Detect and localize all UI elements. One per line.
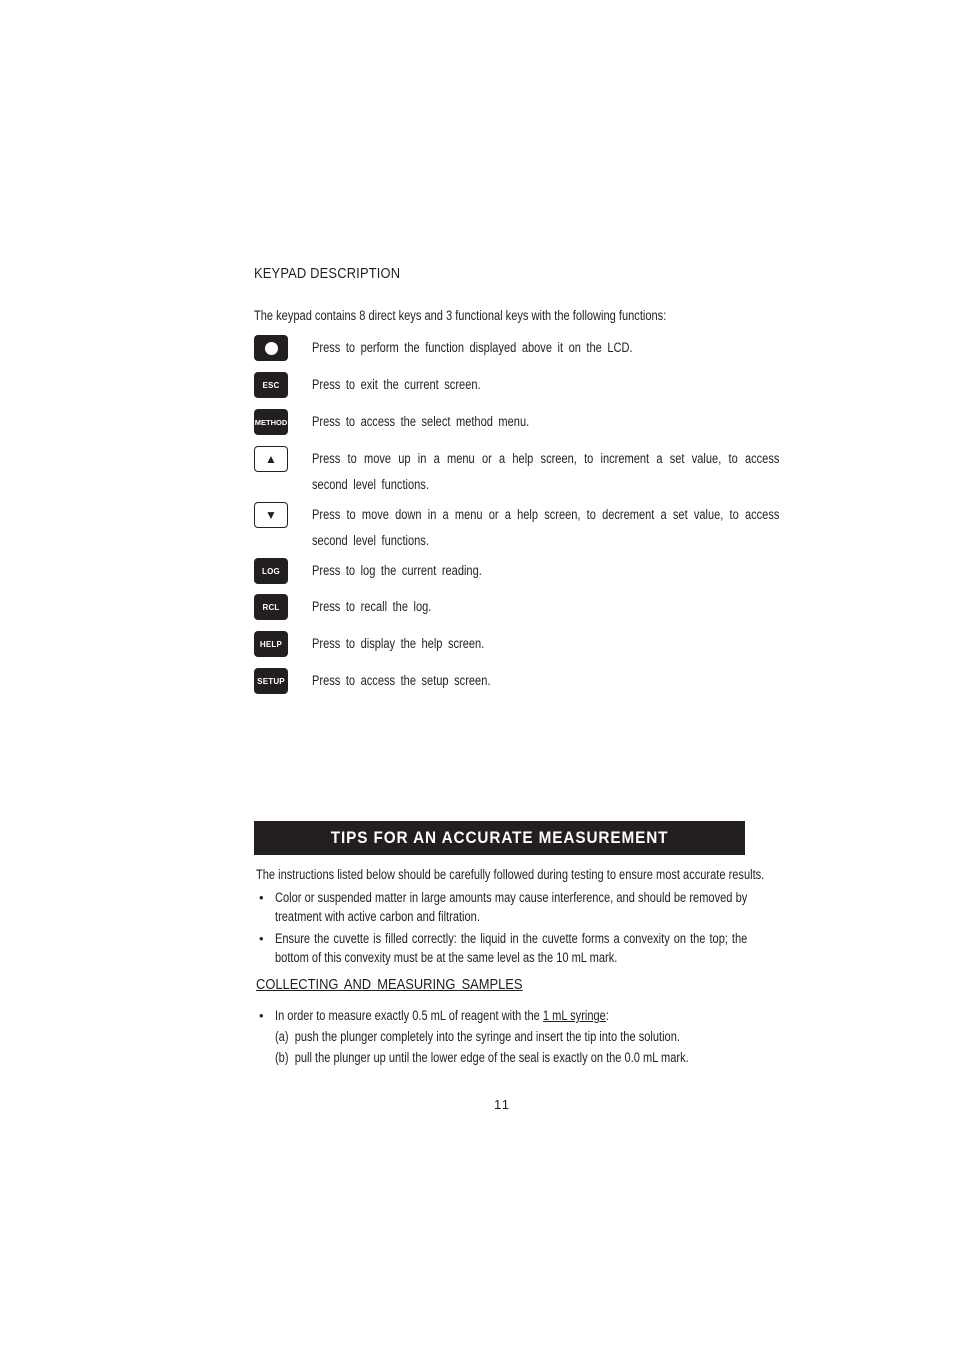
collecting-section-title: COLLECTING AND MEASURING SAMPLES xyxy=(256,976,523,993)
step-text: push the plunger completely into the syringe and insert the tip into the solution. xyxy=(294,1029,680,1044)
bullet-icon: • xyxy=(259,890,264,905)
bullet-prefix: In order to measure exactly 0.5 mL of reagent with the xyxy=(275,1008,543,1023)
up-key xyxy=(254,446,288,472)
key-description: Press to log the current reading. xyxy=(312,563,482,578)
step-item xyxy=(275,1048,689,1067)
log-key: LOG xyxy=(254,558,288,584)
bullet-text: Color or suspended matter in large amounts may cause interference, and should be removed by treatment with active carbon and filtration. xyxy=(275,890,748,924)
circle-icon xyxy=(265,342,278,355)
key-description: Press to move up in a menu or a help screen, to increment a set value, to access second level functions. xyxy=(312,451,780,492)
function-key xyxy=(254,335,288,361)
tips-body xyxy=(256,866,765,965)
arrow-down-icon: ▼ xyxy=(264,508,278,522)
keypad-intro-text: The keypad contains 8 direct keys and 3 functional keys with the following functions: xyxy=(254,308,667,323)
key-description: Press to display the help screen. xyxy=(312,636,485,651)
step-marker: (b) xyxy=(275,1050,289,1065)
tips-intro-text: The instructions listed below should be carefully followed during testing to ensure most accurate results. xyxy=(256,867,765,882)
page-number: 11 xyxy=(494,1097,511,1112)
key-description: Press to exit the current screen. xyxy=(312,377,481,392)
down-key xyxy=(254,502,288,528)
rcl-key: RCL xyxy=(254,594,288,620)
key-description: Press to move down in a menu or a help screen, to decrement a set value, to access second level functions. xyxy=(312,507,780,548)
arrow-up-icon: ▲ xyxy=(264,452,278,466)
tips-section-banner xyxy=(254,821,745,855)
method-key: METHOD xyxy=(254,409,288,435)
help-key: HELP xyxy=(254,631,288,657)
step-item xyxy=(275,1027,680,1046)
bullet-icon: • xyxy=(259,1008,264,1023)
syringe-reference: 1 mL syringe xyxy=(542,1008,606,1023)
key-description: Press to recall the log. xyxy=(312,599,432,614)
tips-section-title: TIPS FOR AN ACCURATE MEASUREMENT xyxy=(330,828,669,847)
bullet-text: Ensure the cuvette is filled correctly: the liquid in the cuvette forms a convexity on the top; the bottom of this convexity must be at the same level as the 10 mL mark. xyxy=(275,931,748,965)
key-description: Press to access the select method menu. xyxy=(312,414,530,429)
collecting-bullet-text xyxy=(275,1006,609,1025)
bullet-suffix: : xyxy=(605,1008,609,1023)
keypad-section-title: KEYPAD DESCRIPTION xyxy=(254,265,401,282)
bullet-icon: • xyxy=(259,931,264,946)
esc-key: ESC xyxy=(254,372,288,398)
step-text: pull the plunger up until the lower edge of the seal is exactly on the 0.0 mL mark. xyxy=(294,1050,689,1065)
step-marker: (a) xyxy=(275,1029,289,1044)
setup-key: SETUP xyxy=(254,668,288,694)
key-description: Press to perform the function displayed above it on the LCD. xyxy=(312,340,633,355)
key-description: Press to access the setup screen. xyxy=(312,673,491,688)
